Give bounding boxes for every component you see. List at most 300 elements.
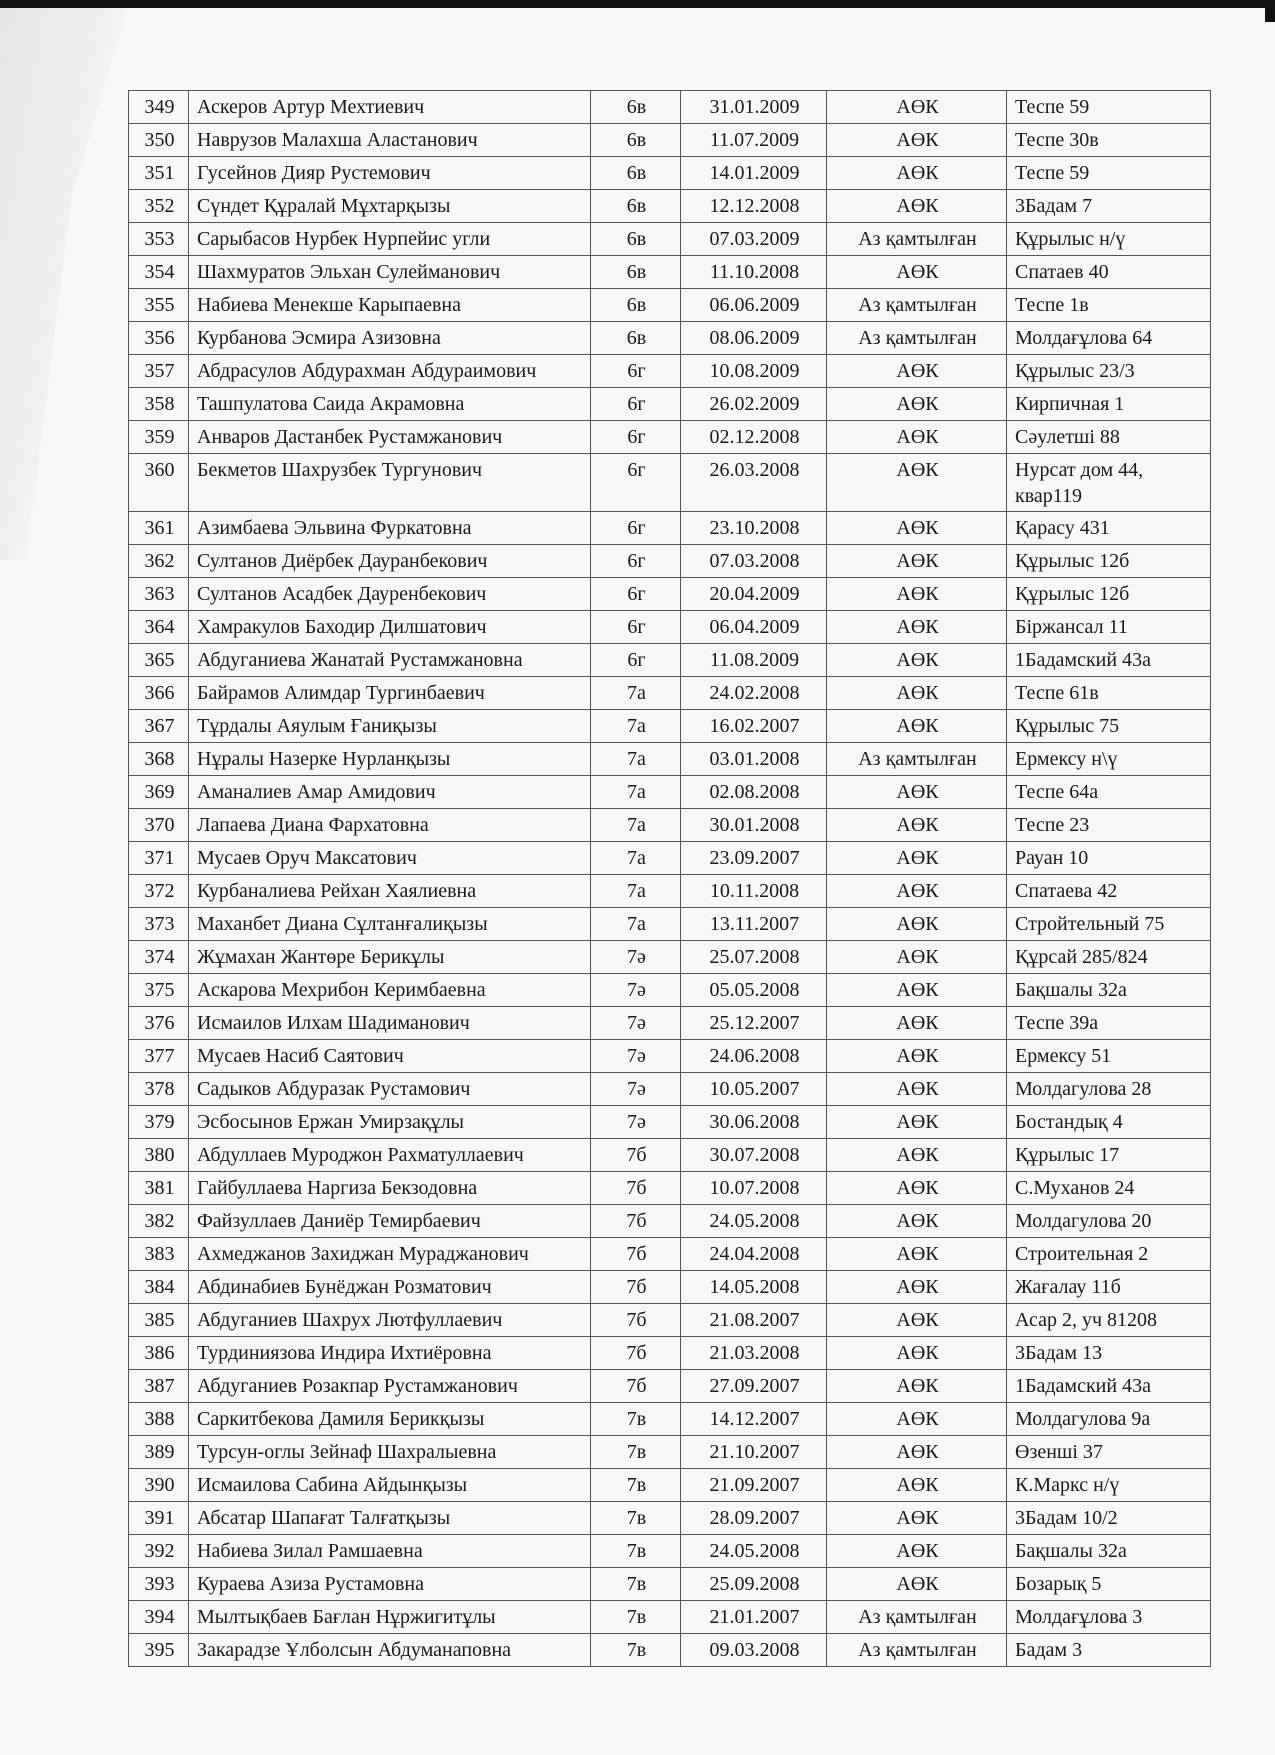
class-cell: 7в <box>591 1535 681 1568</box>
address-cell: Ермексу н\ү <box>1007 743 1211 776</box>
row-number: 355 <box>129 289 189 322</box>
birth-date: 21.10.2007 <box>681 1436 827 1469</box>
birth-date: 24.04.2008 <box>681 1238 827 1271</box>
birth-date: 26.03.2008 <box>681 454 827 512</box>
class-cell: 6г <box>591 578 681 611</box>
birth-date: 25.09.2008 <box>681 1568 827 1601</box>
student-name: Байрамов Алимдар Тургинбаевич <box>189 677 591 710</box>
status-cell: АӨК <box>827 421 1007 454</box>
table-row <box>129 677 1211 710</box>
address-cell: Құрсай 285/824 <box>1007 941 1211 974</box>
status-cell: АӨК <box>827 1007 1007 1040</box>
status-cell: АӨК <box>827 1304 1007 1337</box>
class-cell: 6в <box>591 223 681 256</box>
row-number: 381 <box>129 1172 189 1205</box>
row-number: 394 <box>129 1601 189 1634</box>
row-number: 372 <box>129 875 189 908</box>
birth-date: 30.06.2008 <box>681 1106 827 1139</box>
status-cell: АӨК <box>827 1337 1007 1370</box>
row-number: 367 <box>129 710 189 743</box>
birth-date: 25.07.2008 <box>681 941 827 974</box>
address-cell: Ермексу 51 <box>1007 1040 1211 1073</box>
student-name: Наврузов Малахша Аластанович <box>189 124 591 157</box>
address-cell: Бақшалы 32а <box>1007 1535 1211 1568</box>
student-name: Мылтықбаев Бағлан Нұржигитұлы <box>189 1601 591 1634</box>
row-number: 389 <box>129 1436 189 1469</box>
row-number: 386 <box>129 1337 189 1370</box>
address-cell: 3Бадам 7 <box>1007 190 1211 223</box>
table-row <box>129 1205 1211 1238</box>
status-cell: АӨК <box>827 388 1007 421</box>
status-cell: Аз қамтылған <box>827 1634 1007 1667</box>
status-cell: АӨК <box>827 776 1007 809</box>
class-cell: 7б <box>591 1238 681 1271</box>
address-cell: Сәулетші 88 <box>1007 421 1211 454</box>
table-row <box>129 322 1211 355</box>
row-number: 392 <box>129 1535 189 1568</box>
table-row <box>129 289 1211 322</box>
student-name: Гусейнов Дияр Рустемович <box>189 157 591 190</box>
table-row <box>129 1106 1211 1139</box>
table-row <box>129 388 1211 421</box>
student-name: Закарадзе Ұлболсын Абдуманаповна <box>189 1634 591 1667</box>
row-number: 365 <box>129 644 189 677</box>
class-cell: 7а <box>591 809 681 842</box>
status-cell: АӨК <box>827 1040 1007 1073</box>
row-number: 371 <box>129 842 189 875</box>
status-cell: АӨК <box>827 644 1007 677</box>
birth-date: 16.02.2007 <box>681 710 827 743</box>
table-row <box>129 743 1211 776</box>
address-cell: Бостандық 4 <box>1007 1106 1211 1139</box>
table-row <box>129 1139 1211 1172</box>
class-cell: 6в <box>591 289 681 322</box>
status-cell: АӨК <box>827 1436 1007 1469</box>
table-row <box>129 1403 1211 1436</box>
address-cell: Теспе 30в <box>1007 124 1211 157</box>
table-row <box>129 1601 1211 1634</box>
status-cell: Аз қамтылған <box>827 743 1007 776</box>
status-cell: АӨК <box>827 1139 1007 1172</box>
student-name: Ташпулатова Саида Акрамовна <box>189 388 591 421</box>
status-cell: АӨК <box>827 1172 1007 1205</box>
scan-corner <box>1265 0 1275 22</box>
birth-date: 11.08.2009 <box>681 644 827 677</box>
address-cell: Құрылыс 75 <box>1007 710 1211 743</box>
address-cell: Бақшалы 32а <box>1007 974 1211 1007</box>
table-row <box>129 545 1211 578</box>
address-cell: 1Бадамский 43а <box>1007 1370 1211 1403</box>
row-number: 373 <box>129 908 189 941</box>
address-cell: Стройтельный 75 <box>1007 908 1211 941</box>
birth-date: 25.12.2007 <box>681 1007 827 1040</box>
row-number: 375 <box>129 974 189 1007</box>
table-body <box>129 91 1211 1667</box>
birth-date: 09.03.2008 <box>681 1634 827 1667</box>
student-name: Жұмахан Жантөре Берикұлы <box>189 941 591 974</box>
status-cell: АӨК <box>827 1106 1007 1139</box>
birth-date: 02.08.2008 <box>681 776 827 809</box>
birth-date: 14.05.2008 <box>681 1271 827 1304</box>
class-cell: 6в <box>591 157 681 190</box>
birth-date: 23.09.2007 <box>681 842 827 875</box>
class-cell: 6в <box>591 124 681 157</box>
student-name: Абдуганиева Жанатай Рустамжановна <box>189 644 591 677</box>
address-cell: Теспе 59 <box>1007 91 1211 124</box>
birth-date: 24.05.2008 <box>681 1535 827 1568</box>
address-cell: Біржансал 11 <box>1007 611 1211 644</box>
row-number: 353 <box>129 223 189 256</box>
status-cell: АӨК <box>827 1271 1007 1304</box>
table-row <box>129 875 1211 908</box>
student-name: Нұралы Назерке Нурланқызы <box>189 743 591 776</box>
table-row <box>129 1007 1211 1040</box>
address-cell: Өзенші 37 <box>1007 1436 1211 1469</box>
status-cell: АӨК <box>827 91 1007 124</box>
class-cell: 7в <box>591 1601 681 1634</box>
address-cell: Асар 2, уч 81208 <box>1007 1304 1211 1337</box>
class-cell: 7а <box>591 875 681 908</box>
student-name: Бекметов Шахрузбек Тургунович <box>189 454 591 512</box>
table-row <box>129 908 1211 941</box>
row-number: 349 <box>129 91 189 124</box>
address-cell: Молдагулова 20 <box>1007 1205 1211 1238</box>
row-number: 350 <box>129 124 189 157</box>
row-number: 383 <box>129 1238 189 1271</box>
row-number: 377 <box>129 1040 189 1073</box>
status-cell: АӨК <box>827 157 1007 190</box>
row-number: 368 <box>129 743 189 776</box>
student-name: Курбанова Эсмира Азизовна <box>189 322 591 355</box>
student-name: Шахмуратов Эльхан Сулейманович <box>189 256 591 289</box>
row-number: 362 <box>129 545 189 578</box>
row-number: 387 <box>129 1370 189 1403</box>
birth-date: 14.12.2007 <box>681 1403 827 1436</box>
status-cell: АӨК <box>827 941 1007 974</box>
class-cell: 7б <box>591 1271 681 1304</box>
row-number: 380 <box>129 1139 189 1172</box>
student-name: Аманалиев Амар Амидович <box>189 776 591 809</box>
table-row <box>129 842 1211 875</box>
table-row <box>129 1535 1211 1568</box>
class-cell: 7а <box>591 743 681 776</box>
birth-date: 02.12.2008 <box>681 421 827 454</box>
row-number: 370 <box>129 809 189 842</box>
scan-edge <box>0 0 1275 8</box>
status-cell: Аз қамтылған <box>827 289 1007 322</box>
birth-date: 24.05.2008 <box>681 1205 827 1238</box>
table-row <box>129 421 1211 454</box>
table-row <box>129 1271 1211 1304</box>
student-name: Ахмеджанов Захиджан Мураджанович <box>189 1238 591 1271</box>
table-row <box>129 809 1211 842</box>
birth-date: 06.06.2009 <box>681 289 827 322</box>
status-cell: АӨК <box>827 710 1007 743</box>
status-cell: АӨК <box>827 124 1007 157</box>
birth-date: 31.01.2009 <box>681 91 827 124</box>
address-cell: Спатаев 40 <box>1007 256 1211 289</box>
address-cell: Теспе 23 <box>1007 809 1211 842</box>
address-cell: С.Муханов 24 <box>1007 1172 1211 1205</box>
birth-date: 20.04.2009 <box>681 578 827 611</box>
status-cell: АӨК <box>827 875 1007 908</box>
table-row <box>129 157 1211 190</box>
table-row <box>129 1502 1211 1535</box>
class-cell: 6г <box>591 545 681 578</box>
student-name: Файзуллаев Даниёр Темирбаевич <box>189 1205 591 1238</box>
address-cell: Спатаева 42 <box>1007 875 1211 908</box>
table-row <box>129 355 1211 388</box>
birth-date: 07.03.2008 <box>681 545 827 578</box>
status-cell: АӨК <box>827 611 1007 644</box>
birth-date: 30.01.2008 <box>681 809 827 842</box>
student-name: Султанов Диёрбек Дауранбекович <box>189 545 591 578</box>
address-cell: Құрылыс 23/3 <box>1007 355 1211 388</box>
class-cell: 6г <box>591 388 681 421</box>
address-cell: Теспе 61в <box>1007 677 1211 710</box>
row-number: 374 <box>129 941 189 974</box>
table-row <box>129 190 1211 223</box>
student-name: Гайбуллаева Наргиза Бекзодовна <box>189 1172 591 1205</box>
address-cell: Бадам 3 <box>1007 1634 1211 1667</box>
table-row <box>129 710 1211 743</box>
address-cell: Теспе 59 <box>1007 157 1211 190</box>
table-row <box>129 124 1211 157</box>
student-name: Саркитбекова Дамиля Берикқызы <box>189 1403 591 1436</box>
row-number: 385 <box>129 1304 189 1337</box>
row-number: 364 <box>129 611 189 644</box>
table-row <box>129 644 1211 677</box>
birth-date: 28.09.2007 <box>681 1502 827 1535</box>
status-cell: АӨК <box>827 1469 1007 1502</box>
student-name: Аскарова Мехрибон Керимбаевна <box>189 974 591 1007</box>
status-cell: АӨК <box>827 1238 1007 1271</box>
address-cell: Теспе 39а <box>1007 1007 1211 1040</box>
class-cell: 7в <box>591 1634 681 1667</box>
address-cell: Молдағұлова 64 <box>1007 322 1211 355</box>
table-row <box>129 1172 1211 1205</box>
birth-date: 05.05.2008 <box>681 974 827 1007</box>
table-row <box>129 1073 1211 1106</box>
status-cell: АӨК <box>827 355 1007 388</box>
row-number: 391 <box>129 1502 189 1535</box>
student-name: Набиева Зилал Рамшаевна <box>189 1535 591 1568</box>
row-number: 378 <box>129 1073 189 1106</box>
table-row <box>129 1436 1211 1469</box>
status-cell: АӨК <box>827 1568 1007 1601</box>
address-cell: Теспе 64а <box>1007 776 1211 809</box>
address-cell: 3Бадам 10/2 <box>1007 1502 1211 1535</box>
birth-date: 24.02.2008 <box>681 677 827 710</box>
student-name: Мусаев Насиб Саятович <box>189 1040 591 1073</box>
address-cell: Жағалау 11б <box>1007 1271 1211 1304</box>
status-cell: Аз қамтылған <box>827 322 1007 355</box>
row-number: 356 <box>129 322 189 355</box>
address-cell: Құрылыс 12б <box>1007 578 1211 611</box>
table-row <box>129 1634 1211 1667</box>
class-cell: 7в <box>591 1502 681 1535</box>
status-cell: АӨК <box>827 190 1007 223</box>
status-cell: АӨК <box>827 1370 1007 1403</box>
class-cell: 7ә <box>591 1073 681 1106</box>
row-number: 390 <box>129 1469 189 1502</box>
birth-date: 10.11.2008 <box>681 875 827 908</box>
class-cell: 6в <box>591 91 681 124</box>
address-cell: Молдагулова 28 <box>1007 1073 1211 1106</box>
status-cell: АӨК <box>827 545 1007 578</box>
row-number: 357 <box>129 355 189 388</box>
table-row <box>129 1337 1211 1370</box>
row-number: 366 <box>129 677 189 710</box>
status-cell: АӨК <box>827 1502 1007 1535</box>
birth-date: 10.05.2007 <box>681 1073 827 1106</box>
class-cell: 7а <box>591 677 681 710</box>
birth-date: 13.11.2007 <box>681 908 827 941</box>
status-cell: АӨК <box>827 578 1007 611</box>
class-cell: 6г <box>591 611 681 644</box>
class-cell: 6г <box>591 355 681 388</box>
student-name: Садыков Абдуразак Рустамович <box>189 1073 591 1106</box>
table-row <box>129 1304 1211 1337</box>
table-row <box>129 1568 1211 1601</box>
address-cell: Нурсат дом 44, квар119 <box>1007 454 1211 512</box>
student-name: Лапаева Диана Фархатовна <box>189 809 591 842</box>
row-number: 354 <box>129 256 189 289</box>
class-cell: 6г <box>591 512 681 545</box>
class-cell: 7ә <box>591 1040 681 1073</box>
table-row <box>129 941 1211 974</box>
address-cell: Молдағұлова 3 <box>1007 1601 1211 1634</box>
birth-date: 11.10.2008 <box>681 256 827 289</box>
student-name: Исмаилова Сабина Айдынқызы <box>189 1469 591 1502</box>
table-row <box>129 611 1211 644</box>
status-cell: Аз қамтылған <box>827 223 1007 256</box>
student-name: Набиева Менекше Карыпаевна <box>189 289 591 322</box>
table-row <box>129 256 1211 289</box>
row-number: 384 <box>129 1271 189 1304</box>
student-name: Абдуллаев Муроджон Рахматуллаевич <box>189 1139 591 1172</box>
table-row <box>129 454 1211 512</box>
student-name: Абдуганиев Розакпар Рустамжанович <box>189 1370 591 1403</box>
student-name: Абдрасулов Абдурахман Абдураимович <box>189 355 591 388</box>
birth-date: 24.06.2008 <box>681 1040 827 1073</box>
status-cell: АӨК <box>827 1403 1007 1436</box>
row-number: 369 <box>129 776 189 809</box>
birth-date: 30.07.2008 <box>681 1139 827 1172</box>
student-table <box>128 90 1211 1667</box>
class-cell: 7ә <box>591 974 681 1007</box>
address-cell: Рауан 10 <box>1007 842 1211 875</box>
birth-date: 07.03.2009 <box>681 223 827 256</box>
address-cell: Құрылыс н/ү <box>1007 223 1211 256</box>
student-name: Маханбет Диана Сұлтанғалиқызы <box>189 908 591 941</box>
class-cell: 7ә <box>591 1007 681 1040</box>
status-cell: АӨК <box>827 908 1007 941</box>
row-number: 358 <box>129 388 189 421</box>
table-row <box>129 1370 1211 1403</box>
status-cell: АӨК <box>827 512 1007 545</box>
table-row <box>129 1040 1211 1073</box>
student-name: Абдинабиев Бунёджан Розматович <box>189 1271 591 1304</box>
student-name: Исмаилов Илхам Шадиманович <box>189 1007 591 1040</box>
row-number: 379 <box>129 1106 189 1139</box>
class-cell: 7б <box>591 1139 681 1172</box>
class-cell: 7ә <box>591 1106 681 1139</box>
class-cell: 7б <box>591 1205 681 1238</box>
table-row <box>129 512 1211 545</box>
birth-date: 08.06.2009 <box>681 322 827 355</box>
student-name: Султанов Асадбек Дауренбекович <box>189 578 591 611</box>
address-cell: Строительная 2 <box>1007 1238 1211 1271</box>
student-name: Турдиниязова Индира Ихтиёровна <box>189 1337 591 1370</box>
address-cell: Құрылыс 12б <box>1007 545 1211 578</box>
class-cell: 7а <box>591 710 681 743</box>
address-cell: 1Бадамский 43а <box>1007 644 1211 677</box>
student-name: Абдуганиев Шахрух Лютфуллаевич <box>189 1304 591 1337</box>
class-cell: 7б <box>591 1370 681 1403</box>
status-cell: АӨК <box>827 454 1007 512</box>
birth-date: 27.09.2007 <box>681 1370 827 1403</box>
status-cell: АӨК <box>827 974 1007 1007</box>
birth-date: 11.07.2009 <box>681 124 827 157</box>
birth-date: 21.08.2007 <box>681 1304 827 1337</box>
status-cell: АӨК <box>827 842 1007 875</box>
address-cell: 3Бадам 13 <box>1007 1337 1211 1370</box>
student-name: Азимбаева Эльвина Фуркатовна <box>189 512 591 545</box>
status-cell: АӨК <box>827 677 1007 710</box>
student-name: Кураева Азиза Рустамовна <box>189 1568 591 1601</box>
student-name: Тұрдалы Аяулым Ғаниқызы <box>189 710 591 743</box>
address-cell: К.Маркс н/ү <box>1007 1469 1211 1502</box>
table-row <box>129 1469 1211 1502</box>
student-name: Абсатар Шапағат Талғатқызы <box>189 1502 591 1535</box>
birth-date: 10.08.2009 <box>681 355 827 388</box>
row-number: 393 <box>129 1568 189 1601</box>
student-name: Анваров Дастанбек Рустамжанович <box>189 421 591 454</box>
table-row <box>129 223 1211 256</box>
row-number: 395 <box>129 1634 189 1667</box>
student-name: Хамракулов Баходир Дилшатович <box>189 611 591 644</box>
table-row <box>129 974 1211 1007</box>
address-cell: Теспе 1в <box>1007 289 1211 322</box>
table-row <box>129 776 1211 809</box>
status-cell: АӨК <box>827 809 1007 842</box>
class-cell: 6г <box>591 421 681 454</box>
student-name: Турсун-оглы Зейнаф Шахралыевна <box>189 1436 591 1469</box>
birth-date: 21.03.2008 <box>681 1337 827 1370</box>
address-cell: Бозарық 5 <box>1007 1568 1211 1601</box>
class-cell: 7а <box>591 908 681 941</box>
class-cell: 7б <box>591 1304 681 1337</box>
class-cell: 7б <box>591 1172 681 1205</box>
row-number: 360 <box>129 454 189 512</box>
table-row <box>129 578 1211 611</box>
student-name: Эсбосынов Ержан Умирзақұлы <box>189 1106 591 1139</box>
birth-date: 03.01.2008 <box>681 743 827 776</box>
row-number: 388 <box>129 1403 189 1436</box>
birth-date: 21.09.2007 <box>681 1469 827 1502</box>
birth-date: 23.10.2008 <box>681 512 827 545</box>
status-cell: АӨК <box>827 1073 1007 1106</box>
status-cell: АӨК <box>827 256 1007 289</box>
class-cell: 7в <box>591 1403 681 1436</box>
row-number: 376 <box>129 1007 189 1040</box>
class-cell: 7б <box>591 1337 681 1370</box>
class-cell: 7а <box>591 776 681 809</box>
class-cell: 6г <box>591 644 681 677</box>
class-cell: 7а <box>591 842 681 875</box>
student-name: Курбаналиева Рейхан Хаялиевна <box>189 875 591 908</box>
